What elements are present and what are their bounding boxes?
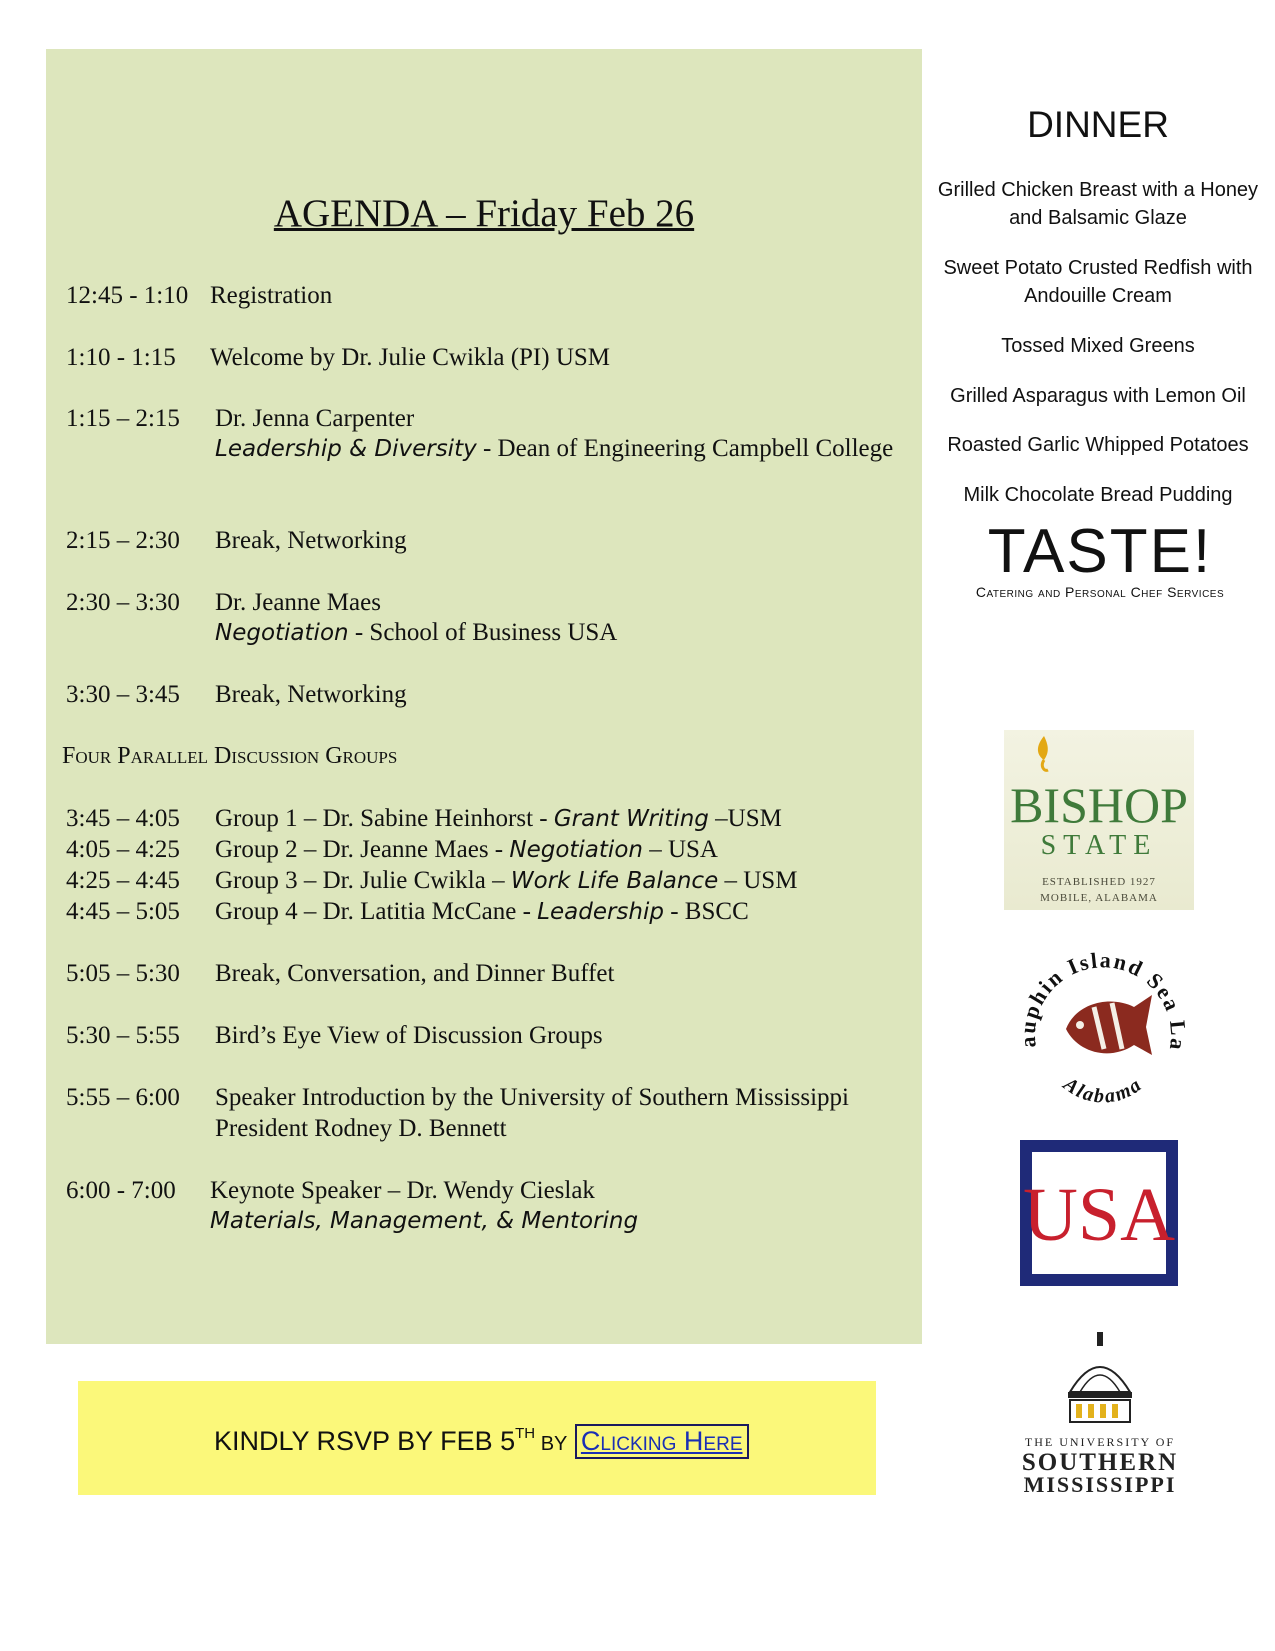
bishop-flame-icon xyxy=(1004,730,1194,910)
agenda-time: 5:05 – 5:30 xyxy=(66,960,180,987)
group-row xyxy=(66,898,749,926)
menu-item: Sweet Potato Crusted Redfish with Andouille Cream xyxy=(943,257,1253,307)
group-leader: Group 4 – Dr. Latitia McCane - xyxy=(215,898,538,925)
session-topic: Leadership & Diversity xyxy=(215,436,477,462)
group-desc xyxy=(215,867,797,895)
group-org: – USM xyxy=(718,867,798,894)
rsvp-link[interactable]: Clicking Here xyxy=(575,1424,749,1459)
agenda-time: 3:45 – 4:05 xyxy=(66,805,180,832)
agenda-row xyxy=(66,1084,849,1112)
agenda-desc: Break, Conversation, and Dinner Buffet xyxy=(215,960,615,987)
dauphin-island-logo xyxy=(1014,937,1192,1115)
group-desc xyxy=(215,898,749,926)
rsvp-by: BY xyxy=(535,1433,568,1455)
agenda-time: 5:55 – 6:00 xyxy=(66,1084,180,1111)
group-org: - BSCC xyxy=(663,898,749,925)
agenda-row xyxy=(66,681,407,709)
agenda-time: 2:30 – 3:30 xyxy=(66,589,180,616)
agenda-row xyxy=(66,1177,595,1205)
agenda-desc: Break, Networking xyxy=(215,681,407,708)
agenda-subline xyxy=(215,619,617,647)
taste-wordmark: TASTE! xyxy=(987,517,1213,586)
agenda-desc: Registration xyxy=(210,282,333,309)
menu-item: Grilled Chicken Breast with a Honey and Balsamic Glaze xyxy=(937,179,1259,229)
agenda-desc: Bird’s Eye View of Discussion Groups xyxy=(215,1022,603,1049)
usm-line1: THE UNIVERSITY OF xyxy=(1024,1435,1176,1449)
agenda-title: AGENDA – Friday Feb 26 xyxy=(273,192,695,235)
agenda-row xyxy=(66,1022,603,1050)
menu-item: Roasted Garlic Whipped Potatoes xyxy=(947,434,1249,456)
usm-dome-icon xyxy=(1010,1330,1190,1495)
agenda-time: 3:30 – 3:45 xyxy=(66,681,180,708)
dauphin-ring-text: auphin Island Sea La xyxy=(1014,947,1192,1054)
agenda-desc: Dr. Jeanne Maes xyxy=(215,589,381,616)
bishop-state: STATE xyxy=(1040,830,1158,861)
rsvp-label: KINDLY RSVP BY FEB 5 xyxy=(214,1426,516,1456)
agenda-row xyxy=(66,527,407,555)
agenda-desc: Break, Networking xyxy=(215,527,407,554)
svg-text:Alabama xyxy=(1058,1072,1147,1108)
agenda-row xyxy=(66,282,333,310)
agenda-time: 1:10 - 1:15 xyxy=(66,344,176,371)
group-leader: Group 1 – Dr. Sabine Heinhorst - xyxy=(215,805,554,832)
taste-logo xyxy=(940,517,1260,600)
dinner-title: DINNER xyxy=(1027,104,1169,145)
menu-item: Milk Chocolate Bread Pudding xyxy=(963,484,1233,506)
menu-item: Tossed Mixed Greens xyxy=(1001,335,1195,357)
rsvp-banner xyxy=(78,1381,876,1495)
agenda-time: 4:25 – 4:45 xyxy=(66,867,180,894)
bishop-state-logo xyxy=(1004,730,1194,910)
taste-tagline: Catering and Personal Chef Services xyxy=(975,584,1225,600)
group-row xyxy=(66,805,782,833)
group-topic: Work Life Balance xyxy=(510,868,719,894)
menu-item: Grilled Asparagus with Lemon Oil xyxy=(950,385,1246,407)
agenda-time: 4:45 – 5:05 xyxy=(66,898,180,925)
agenda-time: 1:15 – 2:15 xyxy=(66,405,180,432)
group-desc xyxy=(215,836,718,864)
agenda-row xyxy=(66,405,415,433)
group-org: –USM xyxy=(708,805,782,832)
session-topic: Negotiation xyxy=(215,620,349,646)
agenda-desc: Dr. Jenna Carpenter xyxy=(215,405,415,432)
usm-line2: SOUTHERN xyxy=(1021,1449,1179,1476)
usm-logo xyxy=(1010,1330,1190,1495)
dauphin-state-text: Alabama xyxy=(1059,1073,1147,1108)
rsvp-text xyxy=(214,1424,749,1459)
agenda-time: 12:45 - 1:10 xyxy=(66,282,189,309)
session-detail: - Dean of Engineering Campbell College xyxy=(476,435,894,462)
usa-letters: USA xyxy=(1022,1173,1176,1257)
group-desc xyxy=(215,805,782,833)
agenda-time: 6:00 - 7:00 xyxy=(66,1177,176,1204)
agenda-panel xyxy=(46,49,922,1344)
usa-logo xyxy=(1020,1140,1178,1286)
bishop-city: MOBILE, ALABAMA xyxy=(1040,892,1158,904)
group-row xyxy=(66,836,718,864)
keynote-topic: Materials, Management, & Mentoring xyxy=(210,1208,639,1234)
bishop-est: ESTABLISHED 1927 xyxy=(1042,876,1156,888)
agenda-desc: Speaker Introduction by the University of Southern Mississippi xyxy=(215,1084,849,1111)
group-topic: Grant Writing xyxy=(553,806,709,832)
agenda-row xyxy=(66,960,615,988)
group-topic: Negotiation xyxy=(509,837,643,863)
session-detail: - School of Business USA xyxy=(348,619,618,646)
group-row xyxy=(66,867,798,895)
agenda-row xyxy=(66,589,381,617)
group-leader: Group 2 – Dr. Jeanne Maes - xyxy=(215,836,510,863)
agenda-time: 5:30 – 5:55 xyxy=(66,1022,180,1049)
agenda-desc: Keynote Speaker – Dr. Wendy Cieslak xyxy=(210,1177,595,1204)
agenda-row xyxy=(66,344,611,372)
agenda-subline: President Rodney D. Bennett xyxy=(215,1115,507,1142)
usa-mark-icon xyxy=(1020,1140,1178,1286)
agenda-subline xyxy=(215,435,893,463)
group-org: – USA xyxy=(642,836,718,863)
group-topic: Leadership xyxy=(537,899,664,925)
bishop-name: BISHOP xyxy=(1010,777,1188,833)
section-heading: Four Parallel Discussion Groups xyxy=(62,743,398,769)
agenda-subline xyxy=(210,1207,638,1235)
agenda-time: 2:15 – 2:30 xyxy=(66,527,180,554)
agenda-desc: Welcome by Dr. Julie Cwikla (PI) USM xyxy=(210,344,611,371)
rsvp-sup: TH xyxy=(515,1425,536,1442)
sea-lab-fish-icon xyxy=(1014,937,1192,1115)
group-leader: Group 3 – Dr. Julie Cwikla – xyxy=(215,867,511,894)
usm-line3: MISSISSIPPI xyxy=(1023,1472,1177,1495)
agenda-time: 4:05 – 4:25 xyxy=(66,836,180,863)
